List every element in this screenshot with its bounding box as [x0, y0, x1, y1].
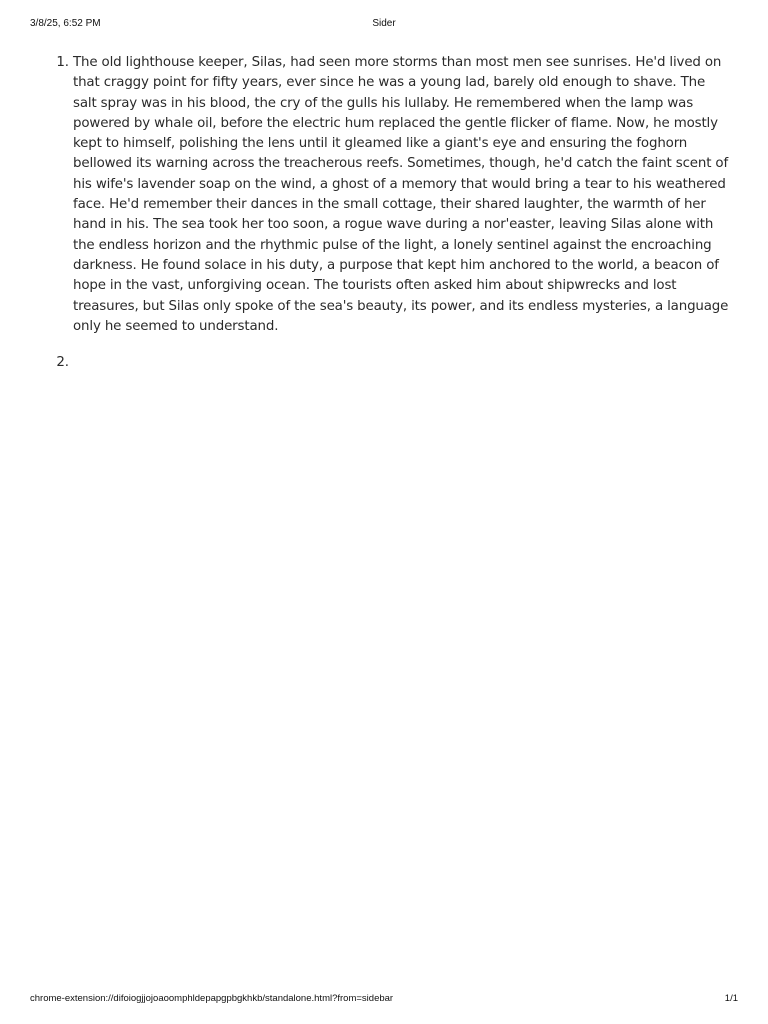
print-footer — [0, 993, 768, 1007]
page-number: 1/1 — [724, 993, 738, 1004]
story-list — [30, 53, 730, 373]
list-item — [73, 353, 730, 373]
document-content — [30, 53, 730, 389]
print-header — [0, 18, 768, 34]
page-url: chrome-extension://difoiogjjojoaoomphldepapgpbgkhkb/standalone.html?from=sidebar — [30, 993, 394, 1004]
list-item: 1. The old lighthouse keeper, Silas, had seen more storms than most men see sunrises. He'd lived on that craggy point for fifty years, ever since he was a young lad, barely old enough to shave. The salt spray was in his blood, the cry of the gulls his lullaby. He remembered when the lamp was powered by whale oil, before the electric hum replaced the gentle flicker of flame. Now, he mostly kept to himself, polishing the lens until it gleamed like a giant's eye and ensuring the foghorn bellowed its warning across the treacherous reefs. Sometimes, though, he'd catch the faint scent of his wife's lavender soap on the wind, a ghost of a memory that would bring a tear to his weathered face. He'd remember their dances in the small cottage, their shared laughter, the warmth of her hand in his. The sea took her too soon, a rogue wave during a nor'easter, leaving Silas alone with the endless horizon and the rhythmic pulse of the light, a lonely sentinel against the encroaching darkness. He found solace in his duty, a purpose that kept him anchored to the world, a beacon of hope in the vast, unforgiving ocean. The tourists often asked him about shipwrecks and lost treasures, but Silas only spoke of the sea's beauty, its power, and its endless mysteries, a language only he seemed to understand. — [73, 53, 730, 337]
document-title: Sider — [372, 18, 396, 29]
print-timestamp: 3/8/25, 6:52 PM — [30, 18, 101, 29]
